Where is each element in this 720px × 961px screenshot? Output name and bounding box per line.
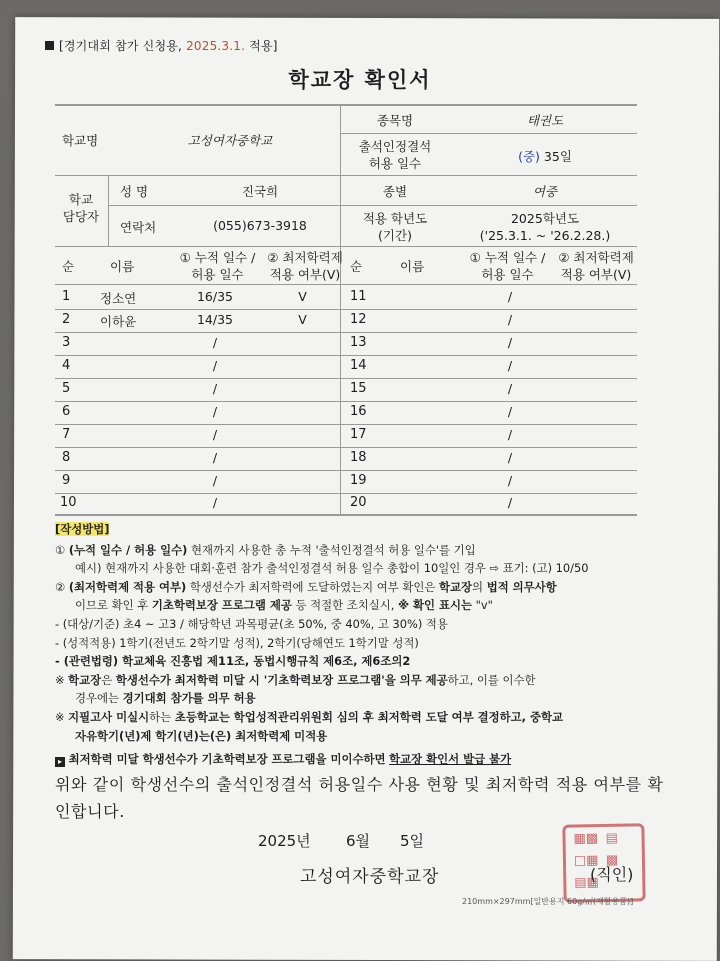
- principal-signature-line: 고성여자중학교장: [300, 867, 440, 887]
- column-header-days-2: ① 누적 일수 / 허용 일수: [469, 250, 546, 282]
- table-rule: [55, 332, 637, 333]
- date-year: 2025년: [258, 832, 311, 850]
- gender-label: 종별: [382, 184, 408, 199]
- date-day: 5일: [400, 832, 425, 850]
- seal-label: (직인): [590, 865, 634, 884]
- allowed-days-label: 출석인정결석 허용 일수: [358, 139, 432, 171]
- contact-label: 연락처: [120, 220, 157, 235]
- school-name-value: 고성여자중학교: [187, 133, 273, 148]
- column-header-no: 순: [62, 259, 75, 274]
- table-rule: [108, 205, 637, 206]
- table-rule: [55, 424, 637, 425]
- teacher-name-label: 성 명: [120, 184, 149, 199]
- form-category-label: [경기대회 참가 신청용, 2025.3.1. 적용]: [45, 37, 278, 54]
- table-rule: [55, 355, 637, 356]
- arrow-box-icon: ▸: [55, 757, 65, 767]
- column-header-min-2: ② 최저학력제 적용 여부(V): [558, 250, 634, 282]
- table-rule: [55, 104, 637, 106]
- paper-size-note: 210mm×297mm[일반용지 60g/㎡(재활용품)]: [462, 897, 634, 906]
- column-header-name-2: 이름: [400, 259, 425, 274]
- table-rule: [340, 133, 637, 134]
- table-rule: [55, 493, 637, 494]
- gender-value: 여중: [532, 184, 558, 199]
- date-month: 6월: [346, 832, 371, 850]
- column-header-no-2: 순: [350, 259, 363, 274]
- instructions-heading: [작성방법]: [55, 522, 110, 536]
- instructions-section: [작성방법] ① (누적 일수 / 허용 일수) 현재까지 사용한 총 누적 '출석인정결석 허용 일수'를 기입 예시) 현재까지 사용한 대회·훈련 참가 출석인정결석 허용 일수 총합이 10일인 경우 ⇨ 표기: (고) 10/50 ② (최저학력제 적용 여부) 학생선수가 최저학력에 도달하였는지 여부 확인은 학교장의 법적 의무사항 이므로 확인 후 기초학력보장 프로그램 제공 등 적절한 조치실시, ※ 확인 표시는 "v" - (대상/기준) 초4 ~ 고3 / 해당학년 과목평균(초 50%, 중 40%, 고 30%) 적용 - (성적적용) 1학기(전년도 2학기말 성적), 2학기(당해연도 1학기말 성적) - (관련법령) 학교체육 진흥법 제11조, 동법시행규칙 제6조, 제6조의2 ※ 학교장은 학생선수가 최저학력 미달 시 '기초학력보장 프로그램'을 의무 제공하고, 이를 이수한 경우에는 경기대회 참가를 의무 허용 ※ 지필고사 미실시하는 초등학교는 학업성적관리위원회 심의 후 최저학력 도달 여부 결정하고, 중학교 자유학기(년)제 학기(년)는(은) 최저학력제 미적용 ▸ 최저학력 미달 학생선수가 기초학력보장 프로그램을 미이수하면 학교장 확인서 발급 불가: [55, 522, 589, 767]
- table-rule: [55, 284, 637, 285]
- school-name-label: 학교명: [62, 133, 99, 148]
- table-rule: [55, 309, 637, 310]
- table-rule: [340, 104, 341, 514]
- table-rule: [108, 175, 109, 246]
- confirmation-statement: 위와 같이 학생선수의 출석인정결석 허용일수 사용 현황 및 최저학력 적용 여부를 확인합니다.: [55, 775, 664, 821]
- column-header-name: 이름: [110, 259, 135, 274]
- allowed-days-value: (중) 35일: [518, 149, 572, 164]
- column-header-days: ① 누적 일수 / 허용 일수: [179, 250, 256, 282]
- teacher-label: 학교 담당자: [62, 192, 100, 224]
- table-rule: [55, 175, 637, 176]
- table-rule: [55, 246, 637, 247]
- teacher-name-value: 진국희: [241, 184, 279, 199]
- table-rule: [55, 514, 637, 516]
- square-bullet-icon: [45, 41, 54, 50]
- sport-value: 태권도: [526, 113, 564, 128]
- page-title: 학교장 확인서: [288, 68, 432, 92]
- sport-label: 종목명: [376, 113, 414, 128]
- table-rule: [55, 470, 637, 471]
- table-rule: [55, 401, 637, 402]
- contact-value: (055)673-3918: [213, 218, 307, 233]
- school-year-value: 2025학년도 ('25.3.1. ~ '26.2.28.): [479, 211, 611, 243]
- school-year-label: 적용 학년도 (기간): [362, 211, 428, 243]
- official-seal: ▦▩ ▤ □▦ ▩ ▤▦: [562, 823, 645, 902]
- table-rule: [55, 447, 637, 448]
- table-rule: [55, 378, 637, 379]
- column-header-min: ② 최저학력제 적용 여부(V): [267, 250, 343, 282]
